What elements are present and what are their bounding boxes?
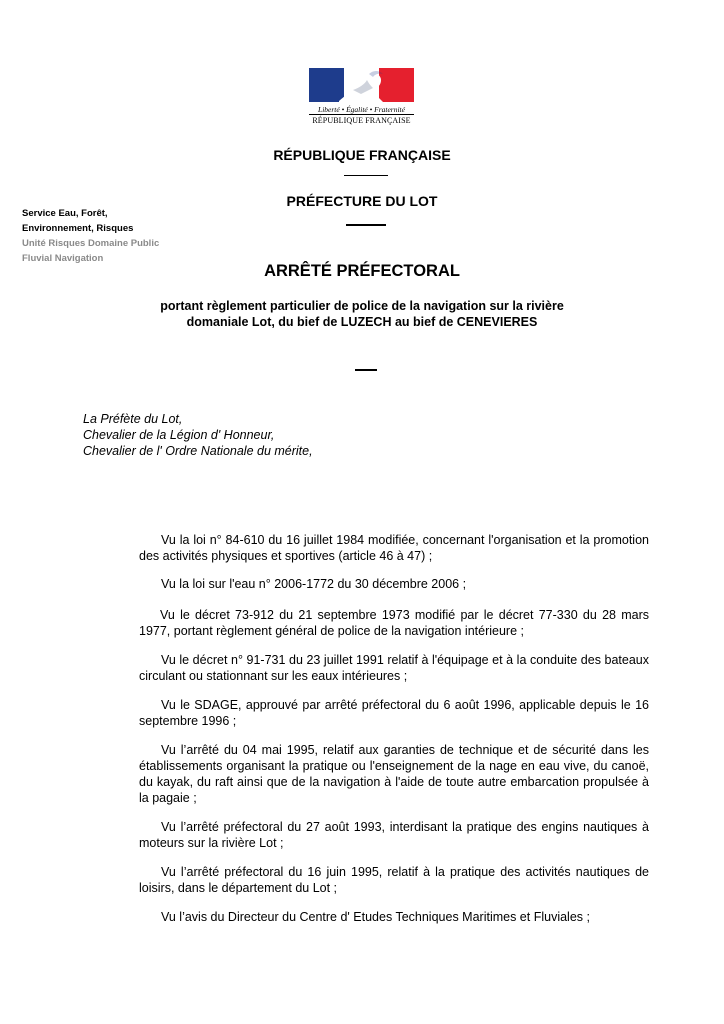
- consideration-paragraph: Vu la loi n° 84-610 du 16 juillet 1984 modifiée, concernant l'organisation et la promotion des activités physiques et sportives (article 46 à 47) ;: [139, 533, 649, 563]
- service-line: Environnement, Risques: [22, 223, 134, 234]
- intro-line: Chevalier de l' Ordre Nationale du mérite,: [83, 444, 313, 458]
- logo-divider: [309, 114, 414, 115]
- subtitle-line: domaniale Lot, du bief de LUZECH au bief de CENEVIERES: [186, 315, 538, 329]
- consideration-paragraph: Vu le SDAGE, approuvé par arrêté préfectoral du 6 août 1996, applicable depuis le 16 septembre 1996 ;: [139, 698, 649, 728]
- marianne-flag-icon: [309, 68, 414, 102]
- consideration-paragraph: Vu l’avis du Directeur du Centre d' Etudes Techniques Maritimes et Fluviales ;: [161, 910, 590, 924]
- title-divider: [355, 369, 377, 371]
- republic-heading: RÉPUBLIQUE FRANÇAISE: [273, 147, 451, 163]
- intro-line: La Préfète du Lot,: [83, 412, 183, 426]
- heading-divider-bold: [346, 224, 386, 226]
- prefect-intro: [83, 411, 313, 459]
- consideration-paragraph: Vu l’arrêté préfectoral du 16 juin 1995, relatif à la pratique des activités nautiques de loisirs, dans le département du Lot ;: [139, 865, 649, 895]
- logo-motto: Liberté • Égalité • Fraternité: [318, 105, 405, 114]
- heading-divider-short: [344, 175, 388, 176]
- consideration-paragraph: Vu l’arrêté du 04 mai 1995, relatif aux garanties de technique et de sécurité dans les établissements organisant la pratique ou l'enseignement de la nage en eau vive, du canoë, du kayak, du raft ainsi que de la navigation à l'aide de toute autre embarcation propulsée à la pagaie ;: [139, 743, 649, 805]
- republique-francaise-logo: [309, 68, 414, 131]
- service-line: Fluvial Navigation: [22, 253, 104, 264]
- logo-name: RÉPUBLIQUE FRANÇAISE: [312, 116, 411, 125]
- prefecture-heading: PRÉFECTURE DU LOT: [286, 193, 438, 209]
- service-line: Unité Risques Domaine Public: [22, 238, 160, 249]
- subtitle-line: portant règlement particulier de police de la navigation sur la rivière: [160, 299, 564, 313]
- service-block: [22, 206, 159, 266]
- consideration-paragraph: Vu l’arrêté préfectoral du 27 août 1993, interdisant la pratique des engins nautiques à moteurs sur la rivière Lot ;: [139, 820, 649, 850]
- document-subtitle: [0, 298, 724, 330]
- consideration-paragraph: Vu le décret 73-912 du 21 septembre 1973 modifié par le décret 77-330 du 28 mars 1977, portant règlement général de police de la navigation intérieure ;: [139, 608, 649, 638]
- intro-line: Chevalier de la Légion d' Honneur,: [83, 428, 275, 442]
- consideration-paragraph: Vu la loi sur l'eau n° 2006-1772 du 30 décembre 2006 ;: [161, 577, 467, 591]
- service-line: Service Eau, Forêt,: [22, 208, 108, 219]
- consideration-paragraph: Vu le décret n° 91-731 du 23 juillet 1991 relatif à l'équipage et à la conduite des bateaux circulant ou stationnant sur les eaux intérieures ;: [139, 653, 649, 683]
- document-title: ARRÊTÉ PRÉFECTORAL: [264, 262, 460, 280]
